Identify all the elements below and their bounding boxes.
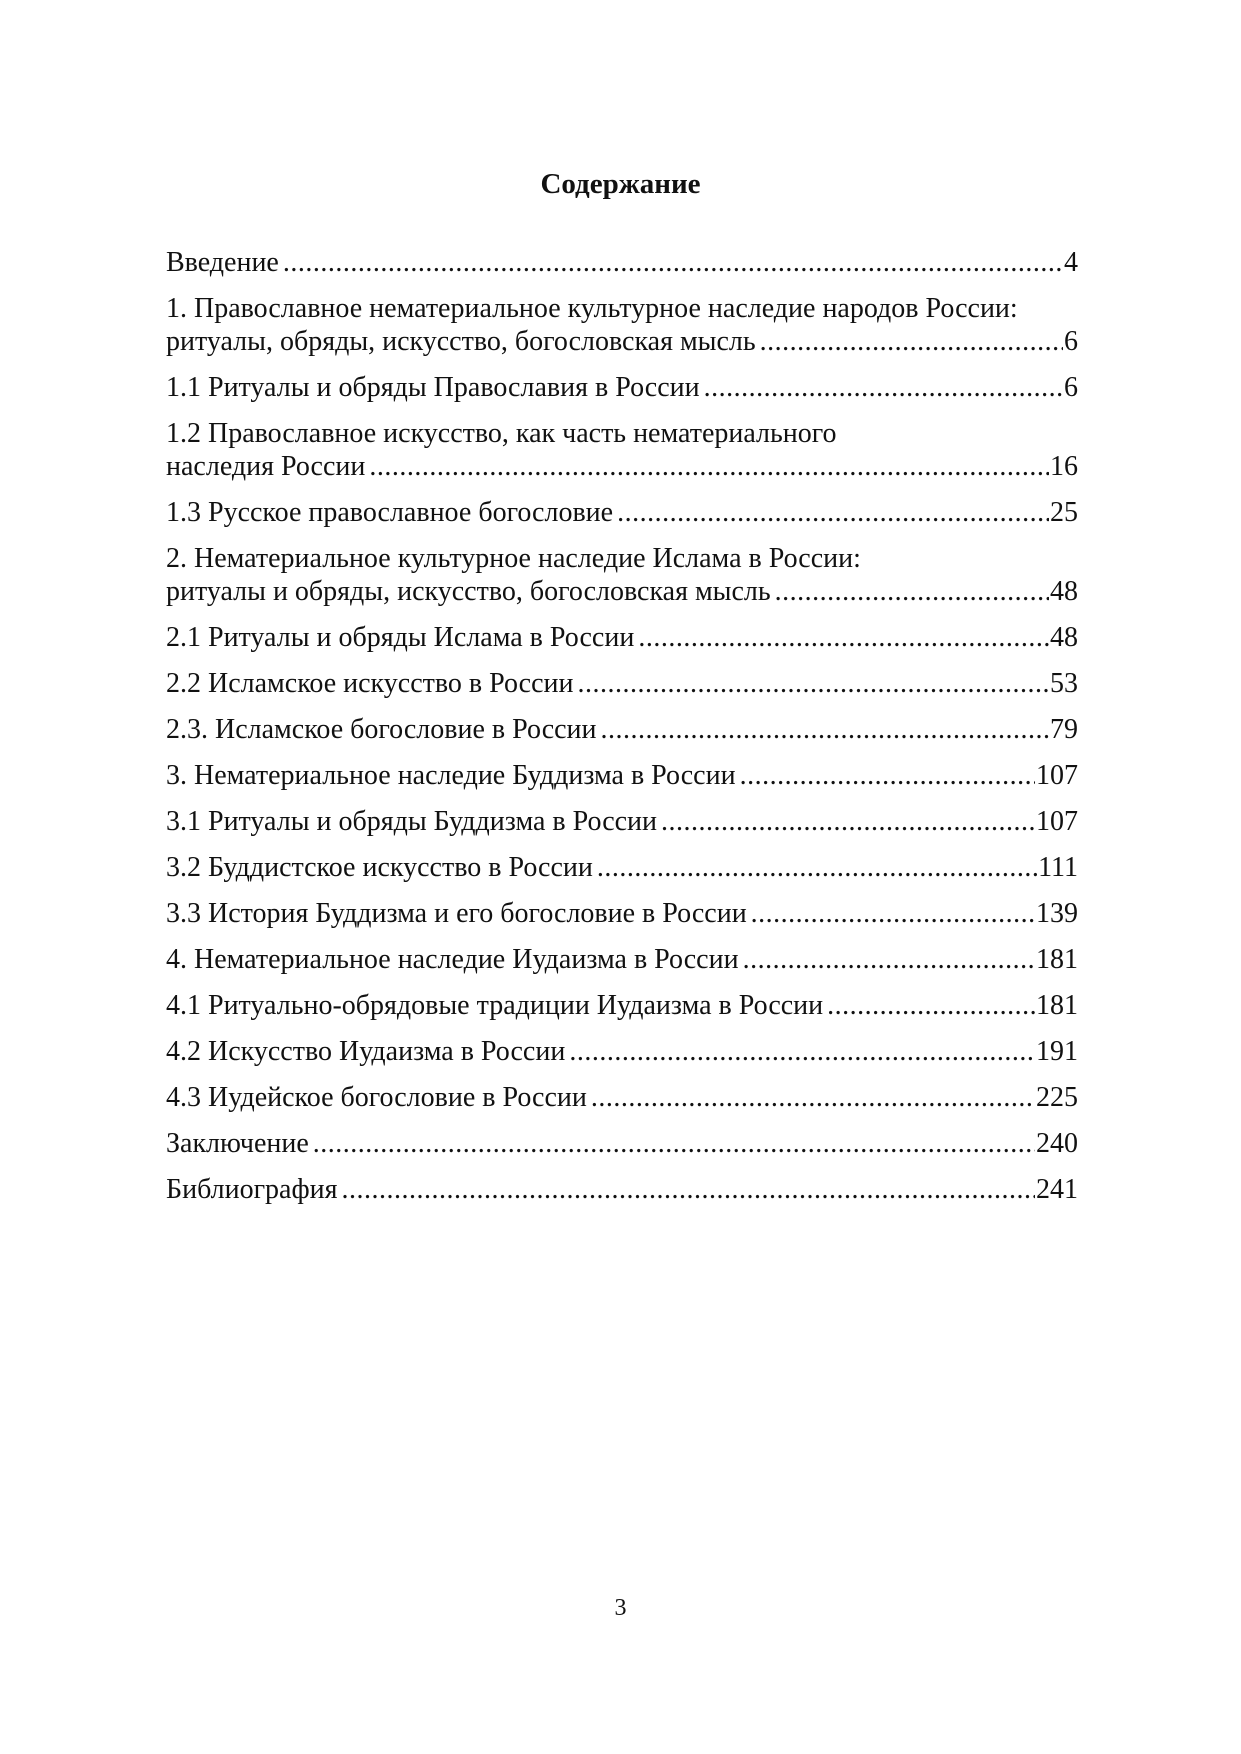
toc-entry-line <box>166 713 1078 746</box>
toc-entry-title: 3.1 Ритуалы и обряды Буддизма в России <box>166 806 658 837</box>
toc-entry-line <box>166 246 1078 279</box>
toc-entry-line <box>166 371 1078 404</box>
toc-entry-line <box>166 1127 1078 1160</box>
toc-entry[interactable] <box>166 246 1078 279</box>
dot-leader <box>704 371 1063 404</box>
toc-entry[interactable] <box>166 759 1078 792</box>
toc-entry-line <box>166 805 1078 838</box>
toc-entry-line <box>166 759 1078 792</box>
toc-entry-line <box>166 1035 1078 1068</box>
toc-entry-page: 107 <box>1036 806 1078 837</box>
toc-entry-page: 53 <box>1050 668 1078 699</box>
dot-leader <box>638 621 1049 654</box>
toc-entry-line <box>166 450 1078 483</box>
toc-entry-page: 225 <box>1036 1082 1078 1113</box>
toc-entry-page: 107 <box>1036 760 1078 791</box>
toc-entry-page: 6 <box>1064 372 1078 403</box>
toc-entry-title: 2.1 Ритуалы и обряды Ислама в России <box>166 622 635 653</box>
toc-entry-page: 48 <box>1050 576 1078 607</box>
dot-leader <box>601 713 1049 746</box>
toc-entry-title: 4.3 Иудейское богословие в России <box>166 1082 587 1113</box>
dot-leader <box>313 1127 1035 1160</box>
toc-entry-title: ритуалы и обряды, искусство, богословская мысль <box>166 576 771 607</box>
toc-entry-page: 241 <box>1036 1174 1078 1205</box>
toc-entry-line <box>166 621 1078 654</box>
toc-entry[interactable] <box>166 943 1078 976</box>
toc-entry[interactable] <box>166 417 1078 483</box>
toc-entry-title: 2.3. Исламское богословие в России <box>166 714 597 745</box>
toc-entry-title: 3.3 История Буддизма и его богословие в России <box>166 898 747 929</box>
dot-leader <box>283 246 1063 279</box>
toc-entry-page: 111 <box>1038 852 1078 883</box>
dot-leader <box>342 1173 1036 1206</box>
toc-entry-page: 25 <box>1050 497 1078 528</box>
toc-entry[interactable] <box>166 1127 1078 1160</box>
toc-entry[interactable] <box>166 621 1078 654</box>
page-number: 3 <box>614 1595 627 1621</box>
toc-entry-line <box>166 575 1078 608</box>
toc-entry-title: Библиография <box>166 1174 338 1205</box>
toc-entry-title: 4.1 Ритуально-обрядовые традиции Иудаизма в России <box>166 990 824 1021</box>
toc-entry-title: 3. Нематериальное наследие Буддизма в России <box>166 760 736 791</box>
toc-entry-page: 6 <box>1064 326 1078 357</box>
dot-leader <box>569 1035 1035 1068</box>
toc-entry-page: 139 <box>1036 898 1078 929</box>
dot-leader <box>661 805 1035 838</box>
toc-entry-title: 4. Нематериальное наследие Иудаизма в России <box>166 944 739 975</box>
dot-leader <box>827 989 1035 1022</box>
toc-entry-page: 181 <box>1036 944 1078 975</box>
toc-entry-line <box>166 943 1078 976</box>
toc-entry-line <box>166 1081 1078 1114</box>
dot-leader <box>369 450 1049 483</box>
toc-entry-title: 4.2 Искусство Иудаизма в России <box>166 1036 566 1067</box>
toc-entry-title-line: 1.2 Православное искусство, как часть нематериального <box>166 418 837 449</box>
toc-entry-page: 16 <box>1050 451 1078 482</box>
toc-entry-title: Введение <box>166 247 279 278</box>
dot-leader <box>775 575 1049 608</box>
toc-entry-title: 1.1 Ритуалы и обряды Православия в России <box>166 372 700 403</box>
toc-entry-title-line: 1. Православное нематериальное культурное наследие народов России: <box>166 293 1018 324</box>
toc-entry[interactable] <box>166 496 1078 529</box>
toc-entry[interactable] <box>166 1173 1078 1206</box>
toc-entry-line <box>166 989 1078 1022</box>
toc-entry-line <box>166 897 1078 930</box>
dot-leader <box>743 943 1035 976</box>
toc-entry-title: Заключение <box>166 1128 309 1159</box>
toc-entry-page: 240 <box>1036 1128 1078 1159</box>
toc-entry[interactable] <box>166 989 1078 1022</box>
dot-leader <box>740 759 1035 792</box>
toc-entry-line <box>166 851 1078 884</box>
toc-entry-title: ритуалы, обряды, искусство, богословская мысль <box>166 326 756 357</box>
toc-entry[interactable] <box>166 667 1078 700</box>
toc-entry-page: 191 <box>1036 1036 1078 1067</box>
dot-leader <box>751 897 1035 930</box>
toc-entry[interactable] <box>166 851 1078 884</box>
toc-entry-page: 181 <box>1036 990 1078 1021</box>
dot-leader <box>578 667 1049 700</box>
dot-leader <box>591 1081 1035 1114</box>
toc-entry-page: 79 <box>1050 714 1078 745</box>
toc-entry-title: наследия России <box>166 451 366 482</box>
toc-entry-line <box>166 667 1078 700</box>
page-title: Содержание <box>540 168 701 200</box>
toc-entry-title-line: 2. Нематериальное культурное наследие Ислама в России: <box>166 543 861 574</box>
toc-entry[interactable] <box>166 292 1078 358</box>
dot-leader <box>617 496 1049 529</box>
dot-leader <box>760 325 1063 358</box>
toc-entry[interactable] <box>166 542 1078 608</box>
toc-entry-title: 3.2 Буддистское искусство в России <box>166 852 593 883</box>
dot-leader <box>597 851 1037 884</box>
toc-entry-page: 4 <box>1064 247 1078 278</box>
toc-entry[interactable] <box>166 713 1078 746</box>
toc-entry-line <box>166 1173 1078 1206</box>
toc-entry-page: 48 <box>1050 622 1078 653</box>
toc-entry[interactable] <box>166 371 1078 404</box>
toc-entry[interactable] <box>166 897 1078 930</box>
toc-entry-title: 2.2 Исламское искусство в России <box>166 668 574 699</box>
toc-entry[interactable] <box>166 805 1078 838</box>
toc-entry-title: 1.3 Русское православное богословие <box>166 497 614 528</box>
toc-entry-line <box>166 325 1078 358</box>
toc-entry-line <box>166 496 1078 529</box>
toc-entry[interactable] <box>166 1081 1078 1114</box>
toc-entry[interactable] <box>166 1035 1078 1068</box>
table-of-contents <box>166 246 1078 1219</box>
